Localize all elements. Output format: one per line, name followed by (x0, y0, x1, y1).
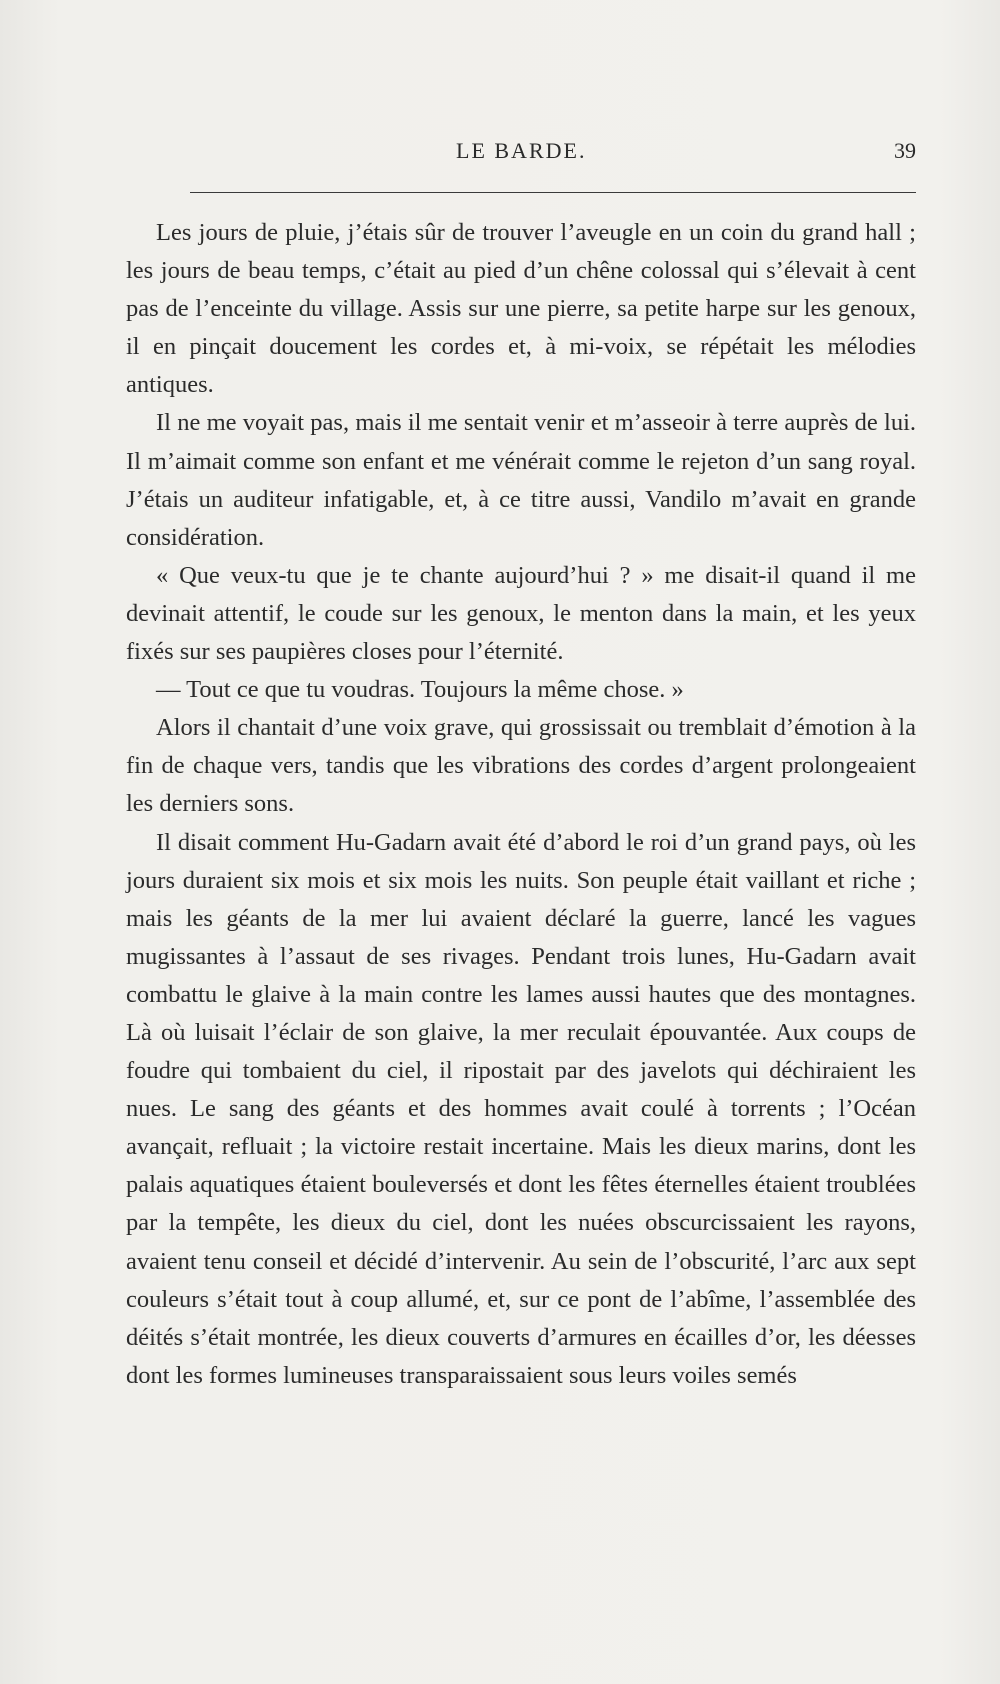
body-text (126, 214, 916, 1395)
header-rule (190, 192, 916, 193)
page-header (126, 138, 916, 172)
paragraph: Les jours de pluie, j’étais sûr de trouver l’aveugle en un coin du grand hall ; les jours de beau temps, c’était au pied d’un chêne colossal qui s’élevait à cent pas de l’enceinte du village. Assis sur une pierre, sa petite harpe sur les genoux, il en pinçait doucement les cordes et, à mi-voix, se répétait les mélodies antiques. (126, 219, 916, 399)
paragraph: Il ne me voyait pas, mais il me sentait venir et m’asseoir à terre auprès de lui. Il m’aimait comme son enfant et me vénérait comme le rejeton d’un sang royal. J’étais un auditeur infatigable, et, à ce titre aussi, Vandilo m’avait en grande considération. (126, 409, 916, 551)
paragraph: — Tout ce que tu voudras. Toujours la même chose. » (156, 676, 684, 704)
page-number: 39 (894, 138, 916, 163)
paragraph: « Que veux-tu que je te chante aujourd’hui ? » me disait-il quand il me devinait attentif, le coude sur les genoux, le menton dans la main, et les yeux fixés sur ses paupières closes pour l’éternité. (126, 561, 916, 666)
running-title: LE BARDE. (456, 138, 587, 163)
paragraph: Alors il chantait d’une voix grave, qui grossissait ou tremblait d’émotion à la fin de chaque vers, tandis que les vibrations des cordes d’argent prolongeaient les derniers sons. (126, 714, 916, 818)
paragraph: Il disait comment Hu-Gadarn avait été d’abord le roi d’un grand pays, où les jours duraient six mois et six mois les nuits. Son peuple était vaillant et riche ; mais les géants de la mer lui avaient déclaré la guerre, lancé les vagues mugissantes à l’assaut de ses rivages. Pendant trois lunes, Hu-Gadarn avait combattu le glaive à la main contre les lames aussi hautes que des montagnes. Là où luisait l’éclair de son glaive, la mer reculait épouvantée. Aux coups de foudre qui tombaient du ciel, il ripostait par des javelots qui déchiraient les nues. Le sang des géants et des hommes avait coulé à torrents ; l’Océan avançait, refluait ; la victoire restait incertaine. Mais les dieux marins, dont les palais aquatiques étaient bouleversés et dont les fêtes éternelles étaient troublées par la tempête, les dieux du ciel, dont les nuées obscurcissaient les rayons, avaient tenu conseil et décidé d’intervenir. Au sein de l’obscurité, l’arc aux sept couleurs s’était tout à coup allumé, et, sur ce pont de l’abîme, l’assemblée des déités s’était montrée, les dieux couverts d’armures en écailles d’or, les déesses dont les formes lumineuses transparaissaient sous leurs voiles semés (126, 828, 916, 1389)
